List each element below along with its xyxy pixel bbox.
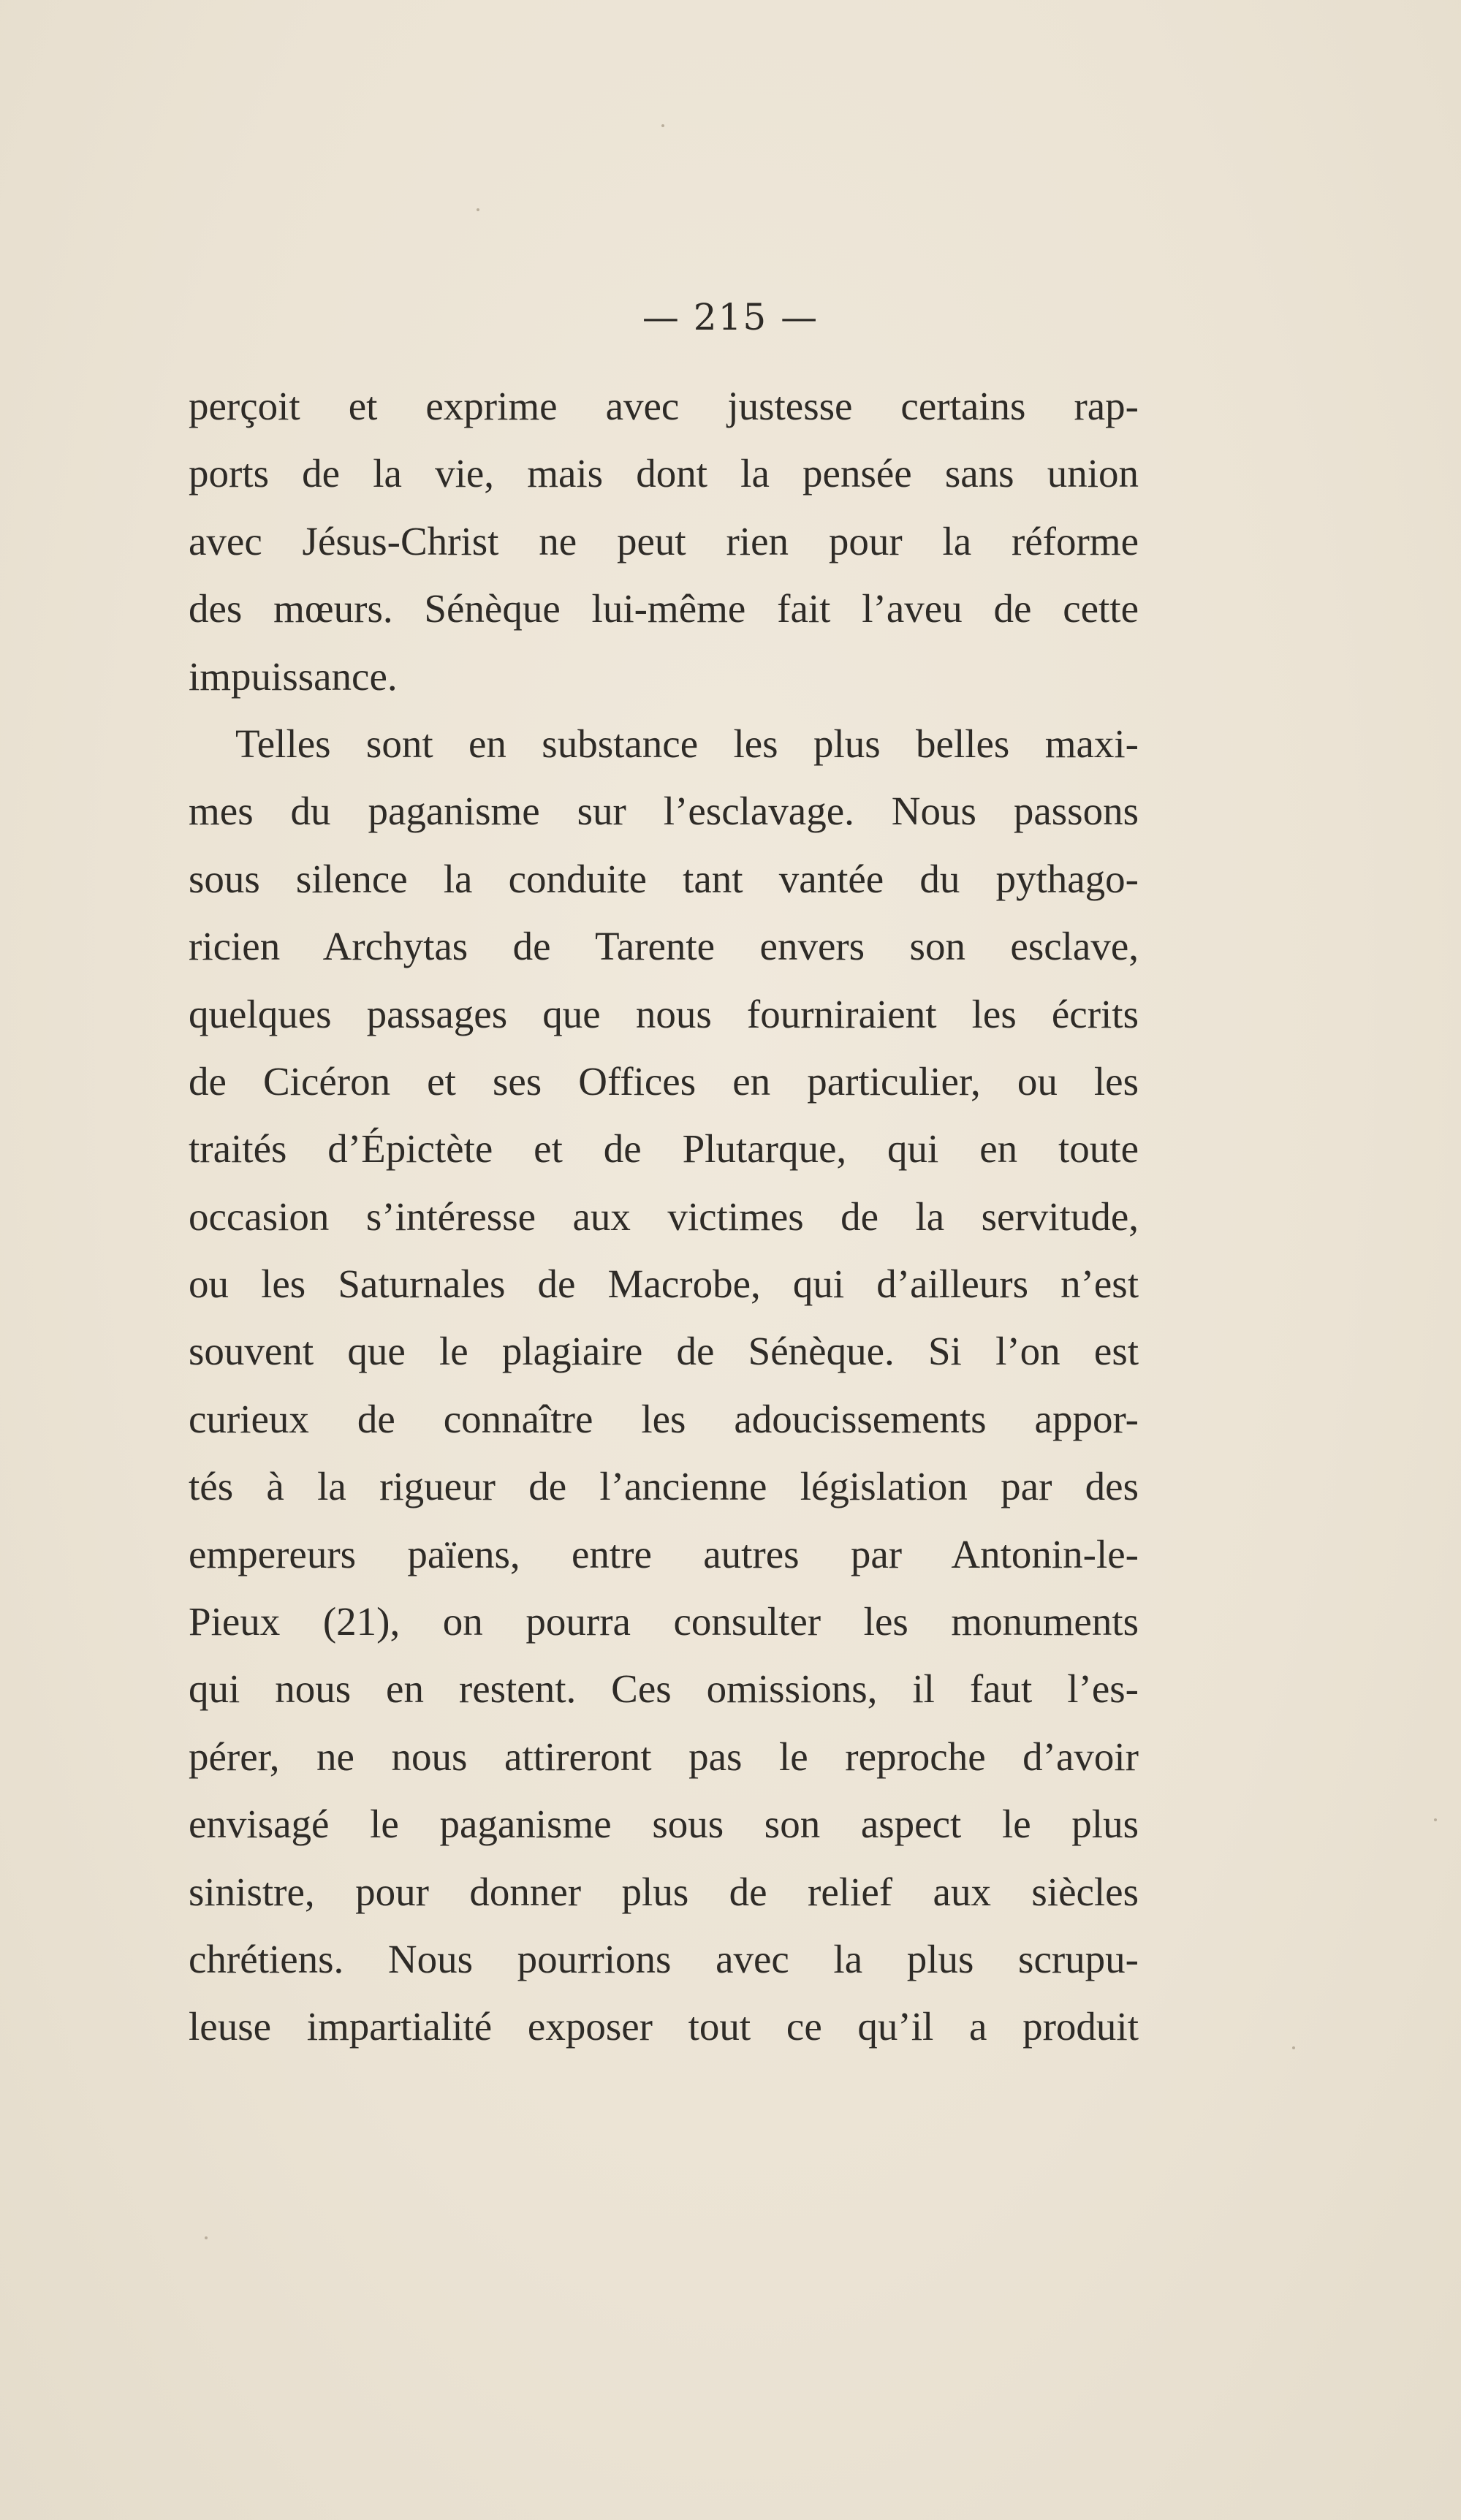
paper-speck	[205, 2236, 208, 2239]
text-line: impuissance.	[189, 653, 398, 699]
text-line: chrétiens. Nous pourrions avec la plus scrupu-	[189, 1936, 1139, 1981]
text-line: occasion s’intéresse aux victimes de la servitude,	[189, 1193, 1139, 1239]
text-line: quelques passages que nous fourniraient les écrits	[189, 991, 1139, 1036]
text-line: sous silence la conduite tant vantée du pythago-	[189, 856, 1139, 901]
paper-speck	[661, 124, 664, 127]
text-line: ou les Saturnales de Macrobe, qui d’ailleurs n’est	[189, 1261, 1139, 1307]
text-line: de Cicéron et ses Offices en particulier, ou les	[189, 1058, 1139, 1104]
text-line: envisagé le paganisme sous son aspect le plus	[189, 1802, 1139, 1847]
text-line: ricien Archytas de Tarente envers son esclave,	[189, 924, 1139, 969]
text-line: sinistre, pour donner plus de relief aux siècles	[189, 1869, 1139, 1914]
text-line: mes du paganisme sur l’esclavage. Nous passons	[189, 789, 1139, 834]
text-line: ports de la vie, mais dont la pensée sans union	[189, 451, 1139, 496]
paper-speck	[1292, 2046, 1295, 2049]
text-line: leuse impartialité exposer tout ce qu’il a produit	[189, 2004, 1139, 2049]
text-line: Pieux (21), on pourra consulter les monuments	[189, 1599, 1139, 1644]
paper-speck	[1434, 1818, 1437, 1821]
text-line: pérer, ne nous attireront pas le reproche d’avoir	[189, 1734, 1139, 1779]
page-number: — 215 —	[642, 296, 819, 338]
text-line: tés à la rigueur de l’ancienne législation par des	[189, 1464, 1139, 1509]
text-line: traités d’Épictète et de Plutarque, qui en toute	[189, 1126, 1139, 1172]
text-line: souvent que le plagiaire de Sénèque. Si l’on est	[189, 1329, 1139, 1374]
body-text	[189, 373, 1139, 2061]
text-line: avec Jésus-Christ ne peut rien pour la réforme	[189, 518, 1139, 563]
text-line: Telles sont en substance les plus belles maxi-	[235, 721, 1139, 766]
text-line: perçoit et exprime avec justesse certains rap-	[189, 384, 1139, 428]
text-line: qui nous en restent. Ces omissions, il faut l’es-	[189, 1666, 1139, 1712]
text-line: des mœurs. Sénèque lui-même fait l’aveu de cette	[189, 586, 1139, 631]
text-line: empereurs païens, entre autres par Antonin-le-	[189, 1531, 1139, 1576]
paper-speck	[477, 208, 479, 211]
text-line: curieux de connaître les adoucissements appor-	[189, 1396, 1139, 1441]
